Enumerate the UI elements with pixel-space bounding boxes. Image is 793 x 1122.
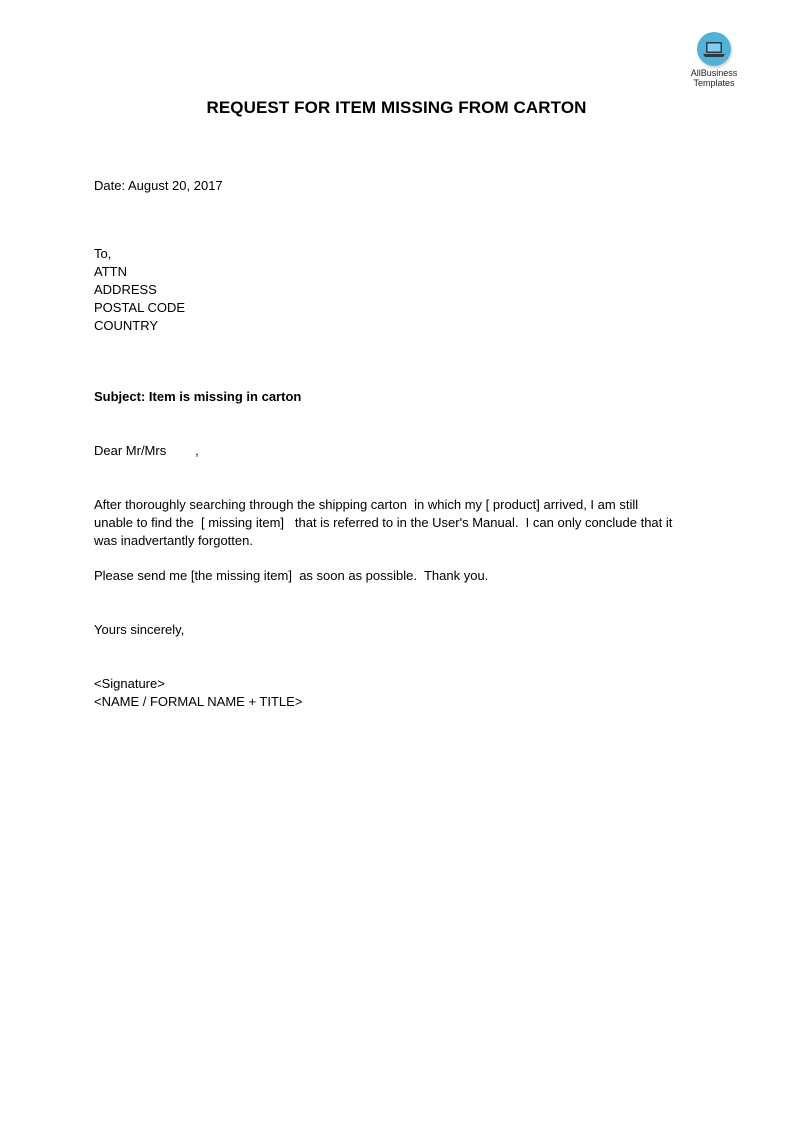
body-paragraph-2: Please send me [the missing item] as soon as possible. Thank you. [94, 568, 489, 583]
address-country: COUNTRY [94, 318, 159, 333]
body-paragraph-1-line-1: After thoroughly searching through the shipping carton in which my [ product] arrived, I am still [94, 497, 639, 512]
logo-text-line2: Templates [693, 78, 735, 88]
document-title: REQUEST FOR ITEM MISSING FROM CARTON [206, 98, 587, 117]
body-paragraph-1-line-3: was inadvertantly forgotten. [94, 533, 253, 548]
signature-placeholder: <Signature> [94, 676, 165, 691]
address-address: ADDRESS [94, 282, 157, 297]
logo [682, 32, 746, 88]
salutation: Dear Mr/Mrs , [94, 443, 199, 458]
subject-line: Subject: Item is missing in carton [94, 389, 302, 404]
name-title-placeholder: <NAME / FORMAL NAME + TITLE> [94, 694, 303, 709]
closing: Yours sincerely, [94, 622, 185, 637]
address-attn: ATTN [94, 264, 127, 279]
address-postal-code: POSTAL CODE [94, 300, 186, 315]
logo-text-line1: AllBusiness [690, 68, 738, 78]
body-paragraph-1-line-2: unable to find the [ missing item] that is referred to in the User's Manual. I can only conclude that it [94, 515, 673, 530]
address-to: To, [94, 246, 112, 261]
date-line: Date: August 20, 2017 [94, 178, 223, 193]
laptop-icon [697, 32, 731, 66]
